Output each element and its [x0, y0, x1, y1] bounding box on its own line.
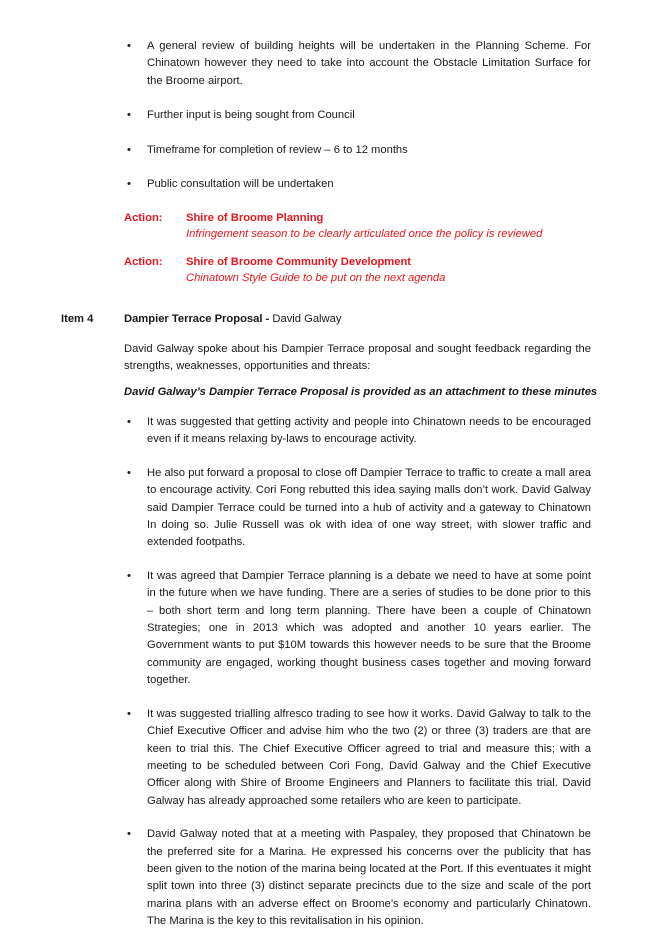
list-item: [124, 568, 591, 690]
action-owner: Shire of Broome Community Development: [186, 256, 412, 268]
action-label: Action:: [124, 256, 163, 268]
item-presenter: David Galway: [272, 313, 342, 325]
list-item: [124, 38, 591, 90]
item-intro: David Galway spoke about his Dampier Terrace proposal and sought feedback regarding the strengths, weaknesses, opportunities and threats:: [124, 343, 591, 373]
bullet-text: He also put forward a proposal to close off Dampier Terrace to traffic to create a mall area to encourage activity. Cori Fong rebutted this idea saying malls don’t work. David Galway said Dampier Terrace could be turned into a hub of activity and a gateway to Chinatown In doing so. Julie Russell was ok with idea of one way street, with slower traffic and extended footpaths.: [147, 466, 591, 549]
list-item: [124, 142, 591, 159]
item-bullet-list: [124, 414, 591, 931]
bullet-icon: •: [127, 178, 131, 191]
bullet-text: Further input is being sought from Council: [147, 109, 355, 122]
list-item: [124, 826, 591, 930]
item-title-text: Dampier Terrace Proposal -: [124, 313, 273, 325]
bullet-icon: •: [127, 416, 131, 428]
list-item: [124, 465, 591, 552]
action-owner: Shire of Broome Planning: [186, 212, 324, 224]
bullet-text: It was suggested that getting activity and people into Chinatown needs to be encouraged even if it means relaxing by-laws to encourage activity.: [147, 416, 591, 446]
item-number: Item 4: [61, 313, 94, 325]
bullet-icon: •: [127, 707, 131, 720]
bullet-icon: •: [127, 40, 131, 52]
list-item: [124, 414, 591, 449]
bullet-icon: •: [127, 143, 131, 156]
item-title: [124, 313, 341, 325]
list-item: [124, 107, 591, 124]
bullet-text: Timeframe for completion of review – 6 to 12 months: [147, 143, 408, 156]
bullet-text: It was agreed that Dampier Terrace planning is a debate we need to have at some point in the future when we have funding. There are a series of studies to be done prior to this – both short term and long term planning. There have been a couple of Chinatown Strategies; one in 2013 which was adopted and another 10 years earlier. The Government wants to put $10M towards this however needs to be sure that the Broome community are engaged, working thought business cases together and moving forward together.: [147, 569, 591, 687]
bullet-text: It was suggested trialling alfresco trading to see how it works. David Galway to talk to the Chief Executive Officer and advise him who the two (2) or three (3) traders are that are keen to trial this. The Chief Executive Officer agreed to trial and measure this; with a meeting to be scheduled between Cori Fong, David Galway and the Chief Executive Officer along with Shire of Broome Engineers and Planners to facilitate this trial. David Galway has already approached some retailers who are keen to participate.: [147, 707, 591, 807]
top-bullet-list: [124, 38, 591, 193]
bullet-text: Public consultation will be undertaken: [147, 178, 334, 191]
bullet-icon: •: [127, 109, 131, 122]
bullet-icon: •: [127, 828, 131, 841]
bullet-icon: •: [127, 466, 131, 479]
bullet-text: A general review of building heights will be undertaken in the Planning Scheme. For Chinatown however they need to take into account the Obstacle Limitation Surface for the Broome airport.: [147, 40, 591, 87]
bullet-icon: •: [127, 569, 131, 582]
action-note: Chinatown Style Guide to be put on the next agenda: [186, 272, 446, 284]
list-item: [124, 176, 591, 193]
bullet-text: David Galway noted that at a meeting with Paspaley, they proposed that Chinatown be the preferred site for a Marina. He expressed his concerns over the publicity that has been given to the notion of the marina being located at the Port. If this eventuates it might split town into three (3) distinct separate precincts due to the size and scale of the port marina plans with an adverse effect on Broome’s economy and particularly Chinatown. The Marina is the key to this revitalisation in his opinion.: [147, 828, 591, 928]
action-note: Infringement season to be clearly articulated once the policy is reviewed: [186, 228, 543, 240]
action-label: Action:: [124, 212, 163, 224]
attachment-note: David Galway’s Dampier Terrace Proposal is provided as an attachment to these minutes: [124, 386, 598, 398]
list-item: [124, 706, 591, 810]
